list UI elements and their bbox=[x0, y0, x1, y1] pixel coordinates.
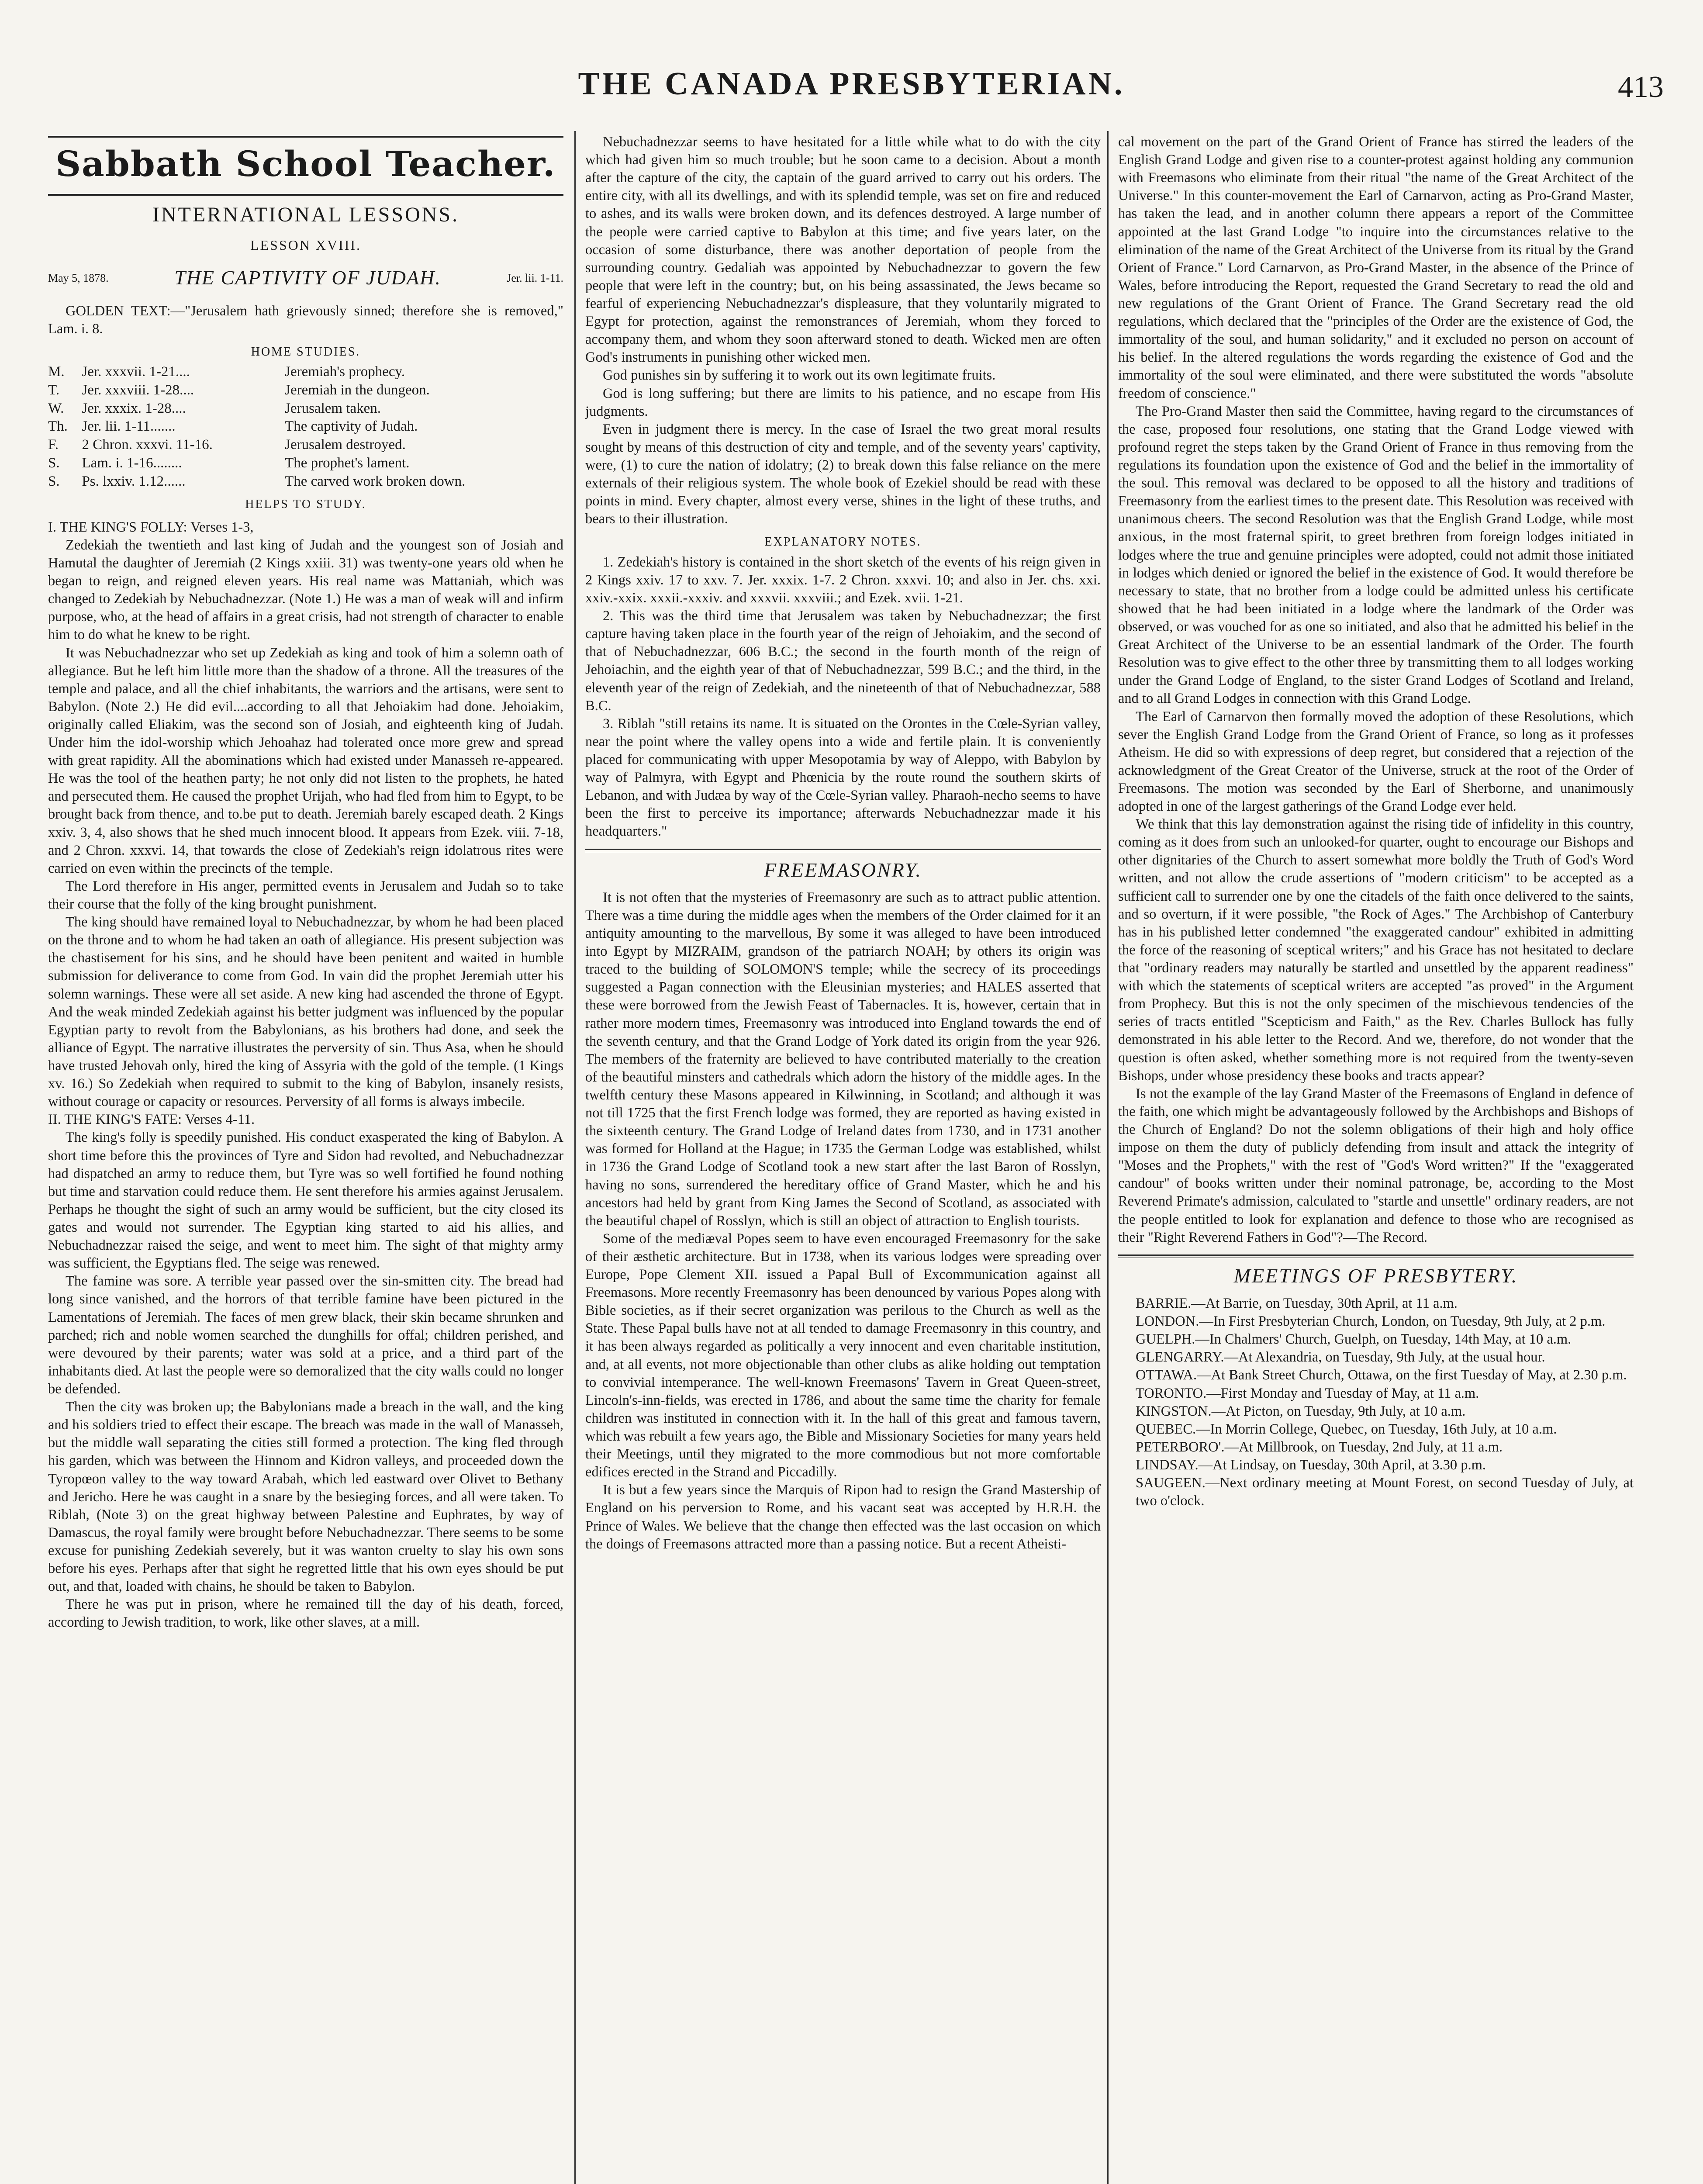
list-item: OTTAWA.—At Bank Street Church, Ottawa, on the first Tuesday of May, at 2.30 p.m. bbox=[1136, 1367, 1627, 1383]
paragraph: Zedekiah the twentieth and last king of Judah and the youngest son of Josiah and Hamutal the daughter of Jeremiah (2 Kings xxiii. 31) was twenty-one years old when he began to reign, and reigned eleven years. His real name was Mattaniah, which was changed to Zedekiah by Nebuchadnezzar. (Note 1.) He was a man of weak will and infirm purpose, who, at the head of affairs in a great crisis, had not strength of character to enable him to do what he knew to be right. bbox=[48, 537, 563, 643]
reading-ref: Jer. xxxix. 1-28.... bbox=[82, 400, 186, 416]
paragraph: Some of the mediæval Popes seem to have even encouraged Freemasonry for the sake of their æsthetic architecture. But in 1738, when its various lodges were spreading over Europe, Pope Clement XII. issued a Papal Bull of Excommunication against all Freemasons. More recently Freemasonry has been denounced by various Popes along with Bible societies, as if their secret organization was perilous to the Church as well as the State. These Papal bulls have not at all tended to damage Freemasonry in this country, and it has been always regarded as politically a very innocent and even charitable institution, and, at all events, not more objectionable than other clubs as alike holding out temptation to convivial intemperance. The well-known Freemasons' Tavern in Great Queen-street, Lincoln's-inn-fields, was erected in 1786, and about the same time the charity for female children was instituted in connection with it. In the hall of this great and famous tavern, which was rebuilt a few years ago, the Bible and Missionary Societies for many years held their Meetings, until they migrated to the more commodious but not more comfortable edifices erected in the Strand and Piccadilly. bbox=[585, 1230, 1101, 1480]
column-rule bbox=[1107, 131, 1109, 2184]
table-row bbox=[48, 363, 563, 381]
list-item: GUELPH.—In Chalmers' Church, Guelph, on Tuesday, 14th May, at 10 a.m. bbox=[1136, 1331, 1572, 1348]
paragraph: The Earl of Carnarvon then formally moved the adoption of these Resolutions, which sever the English Grand Lodge from the Grand Orient of France, so long as it professes Atheism. He did so with expressions of deep regret, but considered that a rejection of the acknowledgment of the Great Creator of the Universe, struck at the root of the Order of Freemasons. The motion was seconded by the Earl of Sherborne, and unanimously adopted in one of the largest gatherings of the Grand Lodge ever held. bbox=[1118, 708, 1634, 815]
reading-day: S. bbox=[48, 455, 60, 471]
paragraph: cal movement on the part of the Grand Orient of France has stirred the leaders of the English Grand Lodge and given rise to a counter-protest against holding any communion with Freemasons who eliminate from their ritual "the name of the Great Architect of the Universe." In this counter-movement the Earl of Carnarvon, acting as Pro-Grand Master, has taken the lead, and in another column there appears a report of the Committee appointed at the last Grand Lodge "to inquire into the circumstances relative to the elimination of the name of the Great Architect of the Universe from its ritual by the Grand Orient of France." Lord Carnarvon, as Pro-Grand Master, in the absence of the Prince of Wales, before introducing the Report, requested the Grand Secretary to read the old and new regulations of the Grant Orient of France. The Grand Secretary read the old regulations, which declared that the "principles of the Order are the existence of God, the immortality of the soul, and human solidarity," and it excluded no person on account of his belief. In the altered regulations the words regarding the existence of God and the immortality of the soul were eliminated, and there were substituted the words "absolute freedom of conscience." bbox=[1118, 134, 1634, 401]
section-rule bbox=[1118, 1254, 1634, 1256]
banner-rule bbox=[48, 136, 563, 138]
reading-text: The carved work broken down. bbox=[285, 473, 466, 489]
paragraph: The Pro-Grand Master then said the Committee, having regard to the circumstances of the case, proposed four resolutions, one stating that the Grand Lodge viewed with profound regret the steps taken by the Grand Orient of France in thus removing from the regulations its foundation upon the existence of God and the belief in the immortality of the soul. This removal was declared to be opposed to all the history and traditions of Freemasonry from the earliest times to the present date. This Resolution was received with unanimous cheers. The second Resolution was that the English Grand Lodge, while most anxious, in the most fraternal spirit, to greet brethren from foreign lodges initiated in lodges where the true and genuine principles were adopted, could not admit those initiated in lodges which denied or ignored the belief in the existence of God. It would therefore be necessary to state, that no brother from a lodge could be admitted unless his certificate showed that he had been initiated in a lodge where the landmark of the Order was observed, or was vouched for as one so initiated, and also that he admitted his belief in the Great Architect of the Universe to be an essential landmark of the Order. The fourth Resolution was to give effect to the other three by transmitting them to all lodges working under the Grand Lodge of England, to the sister Grand Lodges of Scotland and Ireland, and to all Grand Lodges in connection with this Grand Lodge. bbox=[1118, 403, 1634, 707]
paragraph: God punishes sin by suffering it to work out its own legitimate fruits. bbox=[603, 367, 996, 384]
paragraph: Nebuchadnezzar seems to have hesitated for a little while what to do with the city which had given him so much trouble; but he soon came to a decision. About a month after the capture of the city, the captain of the guard arrived to carry out his orders. The entire city, with all its dwellings, and with its splendid temple, was set on fire and reduced to ashes, and its walls were broken down, and its defences destroyed. A large number of the people were carried captive to Babylon at this time; and five years later, on the occasion of some disturbance, there was another deportation of people from the surrounding country. Gedaliah was appointed by Nebuchadnezzar to govern the few people that were left in the country; but, on his being assassinated, the Jews became so fearful of experiencing Nebuchadnezzar's displeasure, that they voluntarily migrated to Egypt for protection, against the remonstrances of Jeremiah, whom they forced to accompany them, and whom they soon afterward stoned to death. Wicked men are often God's instruments in punishing other wicked men. bbox=[585, 134, 1101, 366]
paragraph: Then the city was broken up; the Babylonians made a breach in the wall, and the king and his soldiers tried to effect their escape. The breach was made in the wall of Manasseh, but the middle wall separating the cities still formed a protection. The king fled through his garden, which was between the Hinnom and Kidron valleys, and proceeded down the Tyropœon valley to the way toward Arabah, which led eastward over Olivet to Bethany and Jericho. Here he was caught in a snare by the besieging forces, and all were taken. To Riblah, (Note 3) on the great highway between Palestine and Euphrates, by way of Damascus, the royal family were brought before Nebuchadnezzar. There seems to be some excuse for punishing Zedekiah severely, but it was wanton cruelty to slay his own sons before his eyes. Perhaps after that sight he regretted little that his own eyes should be put out, and that, loaded with chains, he should be taken to Babylon. bbox=[48, 1399, 563, 1595]
lesson-date: May 5, 1878. bbox=[48, 271, 109, 284]
reading-text: Jerusalem taken. bbox=[285, 400, 381, 416]
section-subtitle: INTERNATIONAL LESSONS. bbox=[152, 203, 459, 227]
list-item: QUEBEC.—In Morrin College, Quebec, on Tuesday, 16th July, at 10 a.m. bbox=[1136, 1421, 1557, 1437]
lesson-header bbox=[48, 265, 563, 290]
paragraph: Is not the example of the lay Grand Master of the Freemasons of England in defence of the faith, one which might be advantageously followed by the Archbishops and Bishops of the Church of England? Do not the solemn obligations of their high and holy office impose on them the duty of publicly defending from insult and attack the integrity of "Moses and the Prophets," with the rest of "God's Word written?" If the "exaggerated candour" of books written under their nominal patronage, be, according to the Most Reverend Primate's admission, calculated to "startle and unsettle" ordinary readers, are not the people entitled to look for explanation and defence to those who are recognised as their "Right Reverend Fathers in God"?—The Record. bbox=[1118, 1085, 1634, 1245]
reading-day: W. bbox=[48, 400, 64, 416]
paragraph: The king's folly is speedily punished. His conduct exasperated the king of Babylon. A short time before this the provinces of Tyre and Sidon had revolted, and Nebuchadnezzar had dispatched an army to reduce them, but Tyre was so well fortified he found nothing but time and starvation could reduce them. He sent therefore his armies against Jerusalem. Perhaps he thought the sight of such an army would be sufficient, but the city closed its gates and would not surrender. The Egyptian king started to aid his allies, and Nebuchadnezzar raised the seige, and went to meet him. The sight of that mighty army was sufficient, the Egyptians fled. The seige was renewed. bbox=[48, 1130, 563, 1272]
paragraph: It is but a few years since the Marquis of Ripon had to resign the Grand Mastership of England on his perversion to Rome, and his vacant seat was accepted by H.R.H. the Prince of Wales. We believe that the change then effected was the last occasion on which the doings of Freemasons attracted more than a passing notice. But a recent Atheisti- bbox=[585, 1482, 1101, 1552]
article-title: FREEMASONRY. bbox=[764, 858, 922, 881]
table-row bbox=[48, 454, 563, 473]
section-title: MEETINGS OF PRESBYTERY. bbox=[1233, 1264, 1518, 1287]
paragraph: The famine was sore. A terrible year passed over the sin-smitten city. The bread had long since vanished, and the horrors of that terrible famine have been pictured in the Lamentations of Jeremiah. The faces of men grew black, their skin became shrunken and parched; rich and noble women searched the dunghills for offal; children perished, and were devoured by their parents; water was sold at a price, and a third part of the inhabitants died. At last the people were so demoralized that the city walls could no longer be defended. bbox=[48, 1273, 563, 1397]
paragraph: The king should have remained loyal to Nebuchadnezzar, by whom he had been placed on the throne and to whom he had taken an oath of allegiance. His present subjection was the chastisement for his sins, and he should have been penitent and waited in humble submission for deliverance to come from God. In vain did the prophet Jeremiah utter his solemn warnings. These were all set aside. A new king had ascended the throne of Egypt. And the weak minded Zedekiah against his better judgment was influenced by the popular Egyptian party to revolt from the Babylonians, as his brothers had done, and seek the alliance of Egypt. The narrative illustrates the perversity of sin. Thus Asa, when he should have trusted Jehovah only, hired the king of Assyria with the gold of the temple. (1 Kings xv. 16.) So Zedekiah when required to submit to the king of Babylon, insanely resists, without courage or capacity or resources. Perversity of all forms is always imbecile. bbox=[48, 914, 563, 1110]
note-item: 1. Zedekiah's history is contained in the short sketch of the events of his reign given in 2 Kings xxiv. 17 to xxv. 7. Jer. xxxix. 1-7. 2 Chron. xxxvi. 10; and also in Jer. chs. xxi. xxiv.-xxix. xxxii.-xxxiv. and xxxvii. xxxviii.; and Ezek. xvii. 1-21. bbox=[585, 554, 1101, 606]
note-item: 3. Riblah "still retains its name. It is situated on the Orontes in the Cœle-Syrian valley, near the point where the valley opens into a wide and fertile plain. It is conveniently placed for communicating with upper Mesopotamia by way of Aleppo, with Babylon by way of Palmyra, with Egypt and Phœnicia by the route round the southern skirts of Lebanon, and with Judæa by way of the Cœle-Syrian valley. Pharaoh-necho seems to have been the first to perceive its importance; afterwards Nebuchadnezzar made it his headquarters." bbox=[585, 715, 1101, 840]
column-right bbox=[1118, 133, 1634, 2184]
paragraph: God is long suffering; but there are limits to his patience, and no escape from His judgments. bbox=[585, 385, 1101, 419]
reading-text: Jeremiah in the dungeon. bbox=[285, 382, 430, 398]
reading-ref: 2 Chron. xxxvi. 11-16. bbox=[82, 437, 213, 453]
home-studies-table bbox=[48, 363, 563, 491]
list-item: LONDON.—In First Presbyterian Church, London, on Tuesday, 9th July, at 2 p.m. bbox=[1136, 1313, 1606, 1330]
masthead-title: THE CANADA PRESBYTERIAN. bbox=[578, 66, 1125, 102]
lesson-number: LESSON XVIII. bbox=[250, 237, 362, 253]
reading-ref: Ps. lxxiv. 1.12...... bbox=[82, 473, 186, 489]
reading-day: F. bbox=[48, 437, 59, 453]
reading-ref: Jer. xxxvii. 1-21.... bbox=[82, 364, 190, 380]
paragraph: It is not often that the mysteries of Freemasonry are such as to attract public attention. There was a time during the middle ages when the members of the Order claimed for it an antiquity amounting to the marvellous, By some it was alleged to have been introduced into Egypt by MIZRAIM, grandson of the patriarch NOAH; by others its origin was traced to the building of SOLOMON'S temple; while the secrecy of its proceedings suggested a Pagan connection with the Eleusinian mysteries; and HALES asserted that these were borrowed from the Jewish Feast of Tabernacles. It is, however, certain that in rather more modern times, Freemasonry was introduced into England towards the end of the seventh century, and that the Grand Lodge of York dated its origin from the year 926. The members of the fraternity are believed to have contributed materially to the creation of the beautiful minsters and cathedrals which adorn the history of the middle ages. In the twelfth century these Masons appeared in Kilwinning, in Scotland; and although it was not till 1725 that the first French lodge was formed, they are reported as having existed in the sixteenth century. The Grand Lodge of Ireland dates from 1730, and in 1731 another was formed for Holland at the Hague; in 1735 the German Lodge was established, whilst in 1736 the Grand Lodge of Scotland took a new start after the last Baron of Rosslyn, having no sons, surrendered the hereditary office of Grand Master, which he and his ancestors had held by grant from King James the Second of Scotland, as associated with the beautiful chapel of Rosslyn, which is still an object of attraction to English tourists. bbox=[585, 889, 1101, 1229]
reading-ref: Lam. i. 1-16........ bbox=[82, 455, 182, 471]
list-item: KINGSTON.—At Picton, on Tuesday, 9th July, at 10 a.m. bbox=[1136, 1403, 1466, 1419]
section-rule bbox=[585, 849, 1101, 850]
reading-text: The captivity of Judah. bbox=[285, 418, 418, 435]
banner-rule bbox=[48, 194, 563, 196]
reading-ref: Jer. xxxviii. 1-28.... bbox=[82, 382, 194, 398]
section-banner: Sabbath School Teacher. bbox=[55, 143, 556, 184]
list-item: BARRIE.—At Barrie, on Tuesday, 30th April, at 11 a.m. bbox=[1136, 1295, 1458, 1311]
note-item: 2. This was the third time that Jerusalem was taken by Nebuchadnezzar; the first capture having taken place in the fourth year of the reign of Jehoiakim, and the second of that of Nebuchadnezzar, 606 B.C.; the second in the fourth month of the reign of Jehoiachin, and the eighth year of that of Nebuchadnezzar, 599 B.C.; and the third, in the eleventh year of the reign of Zedekiah, and the nineteenth of that of Nebuchadnezzar, 588 B.C. bbox=[585, 608, 1101, 714]
notes-heading: EXPLANATORY NOTES. bbox=[764, 535, 922, 549]
list-item: TORONTO.—First Monday and Tuesday of May, at 11 a.m. bbox=[1136, 1385, 1479, 1401]
reading-day: M. bbox=[48, 364, 65, 380]
reading-text: The prophet's lament. bbox=[285, 455, 410, 471]
column-middle bbox=[585, 133, 1101, 2184]
paragraph: Even in judgment there is mercy. In the case of Israel the two great moral results sought by means of this destruction of city and temple, and of the seventy years' captivity, were, (1) to cure the nation of idolatry; (2) to break down this false reliance on the mere externals of their religious system. The whole book of Ezekiel should be read with these points in mind. Every chapter, almost every verse, shines in the light of these truths, and bears to their illustration. bbox=[585, 421, 1101, 527]
reading-text: Jerusalem destroyed. bbox=[285, 437, 406, 453]
page-number: 413 bbox=[1618, 70, 1664, 104]
meetings-list bbox=[1118, 1295, 1634, 1510]
reading-day: Th. bbox=[48, 418, 68, 435]
column-rule bbox=[574, 131, 576, 2184]
lesson-title: THE CAPTIVITY OF JUDAH. bbox=[174, 266, 441, 289]
paragraph: There he was put in prison, where he remained till the day of his death, forced, according to Jewish tradition, to work, like other slaves, at a mill. bbox=[48, 1597, 563, 1631]
table-row bbox=[48, 400, 563, 418]
golden-text: GOLDEN TEXT:—"Jerusalem hath grievously sinned; therefore she is removed," Lam. i. 8. bbox=[48, 303, 563, 337]
list-item: SAUGEEN.—Next ordinary meeting at Mount Forest, on second Tuesday of July, at two o'clock. bbox=[1136, 1475, 1634, 1509]
reading-ref: Jer. lii. 1-11....... bbox=[82, 418, 176, 435]
table-row bbox=[48, 418, 563, 436]
paragraph: The Lord therefore in His anger, permitted events in Jerusalem and Judah so to take their course that the folly of the king brought punishment. bbox=[48, 878, 563, 912]
reading-text: Jeremiah's prophecy. bbox=[285, 364, 405, 380]
paragraph: It was Nebuchadnezzar who set up Zedekiah as king and took of him a solemn oath of allegiance. But he left him little more than the shadow of a throne. All the treasures of the temple and palace, and all the chief inhabitants, the warriors and the artisans, were sent to Babylon. (Note 2.) He did evil....according to all that Jehoiakim had done. Jehoiakim, originally called Eliakim, was the second son of Josiah, and eighteenth king of Judah. Under him the idol-worship which Jehoahaz had tolerated once more grew and spread with great rapidity. All the abominations which had existed under Manasseh re-appeared. He was the tool of the heathen party; he not only did not listen to the prophets, he hated and persecuted them. He caused the prophet Urijah, who had fled from him to Egypt, to be brought back from thence, and to.be put to death. Jeremiah barely escaped death. 2 Kings xxiv. 3, 4, also shows that he shed much innocent blood. It appears from Ezek. viii. 7-18, and 2 Chron. xxxvi. 14, that towards the close of Zedekiah's reign idolatrous rites were carried on even within the precincts of the temple. bbox=[48, 645, 563, 876]
lesson-reference: Jer. lii. 1-11. bbox=[507, 271, 563, 284]
subheading: I. THE KING'S FOLLY: Verses 1-3, bbox=[48, 519, 254, 535]
list-item: GLENGARRY.—At Alexandria, on Tuesday, 9th July, at the usual hour. bbox=[1136, 1349, 1545, 1365]
reading-day: T. bbox=[48, 382, 59, 398]
column-sabbath-school bbox=[48, 133, 563, 2184]
reading-day: S. bbox=[48, 473, 60, 489]
paragraph: We think that this lay demonstration against the rising tide of infidelity in this country, coming as it does from such an unlooked-for quarter, ought to encourage our Bishops and other dignitaries of the Church to assert somewhat more boldly the Truth of God's Word written, and not allow the crude assertions of "modern criticism" to be accepted as a sufficient call to surrender one by one the citadels of the faith once delivered to the saints, and so overturn, if it were possible, "the Rock of Ages." The Archbishop of Canterbury has in his published letter condemned "the exaggerated candour" exhibited in admitting the force of the reasoning of sceptical writers;" and his Grace has not hesitated to declare that "ordinary readers may naturally be startled and unsettled by the apparent readiness" with which the statements of sceptical writers are accepted "as proved" in the Argument from Prophecy. But this is not the only specimen of the mischievous tendencies of the series of tracts entitled "Scepticism and Faith," as the Rev. Charles Bullock has fully demonstrated in his able letter to the Record. And we, therefore, do not wonder that the question is often asked, whether something more is not required from the twenty-seven Bishops, under whose presidency these books and tracts appear? bbox=[1118, 816, 1634, 1084]
table-row bbox=[48, 381, 563, 400]
helps-heading: HELPS TO STUDY. bbox=[245, 498, 366, 511]
list-item: PETERBORO'.—At Millbrook, on Tuesday, 2nd July, at 11 a.m. bbox=[1136, 1439, 1503, 1455]
table-row bbox=[48, 473, 563, 491]
table-row bbox=[48, 436, 563, 454]
subheading: II. THE KING'S FATE: Verses 4-11. bbox=[48, 1112, 255, 1128]
list-item: LINDSAY.—At Lindsay, on Tuesday, 30th April, at 3.30 p.m. bbox=[1136, 1457, 1486, 1473]
home-studies-heading: HOME STUDIES. bbox=[251, 345, 361, 359]
